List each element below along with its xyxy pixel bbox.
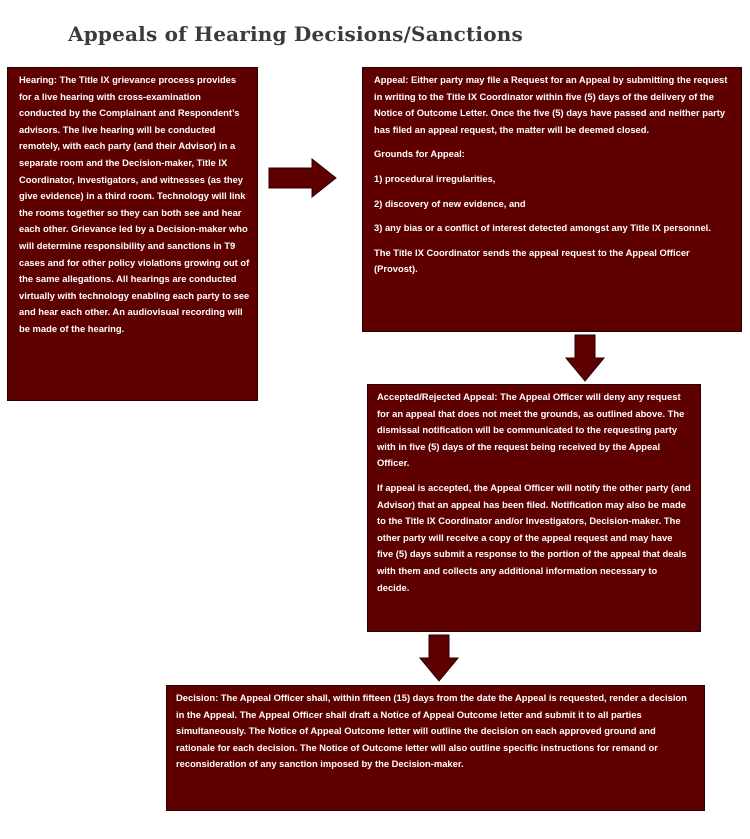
accepted-paragraph-2: If appeal is accepted, the Appeal Officer will notify the other party (and Advisor) that an appeal has been filed. Notification may also be made to the Title IX Coordinator and/or Investigators, Decision-maker. The other party will receive a copy of the appeal request and may have five (5) days submit a response to the portion of the appeal that deals with them and collects any additional information necessary to decide. bbox=[377, 481, 691, 593]
ground-item-1: 1) procedural irregularities, bbox=[374, 172, 496, 184]
accepted-paragraph bbox=[377, 389, 691, 472]
hearing-text: The Title IX grievance process provides for a live hearing with cross-examination conducted by the Complainant and Respondent’s advisors. The live hearing will be conducted remotely, with each party (and their Advisor) in a separate room and the Decision-maker, Title IX Coordinator, Investigators, and witnesses (as they give evidence) in a third room. Technology will link the rooms together so they can both see and hear each other. Grievance led by a Decision-maker who will determine responsibility and sanctions in T9 cases and for other policy violations growing out of the same allegations. All hearings are conducted virtually with technology enabling each party to see and hear each other. An audiovisual recording will be made of the hearing. bbox=[19, 74, 250, 334]
arrow-right-icon bbox=[268, 158, 338, 198]
appeal-label: Appeal: bbox=[374, 74, 409, 85]
decision-paragraph bbox=[176, 690, 695, 773]
arrow-down-icon bbox=[419, 634, 459, 682]
decision-label: Decision: bbox=[176, 692, 219, 703]
ground-item-3: 3) any bias or a conflict of interest detected amongst any Title IX personnel. bbox=[374, 222, 711, 234]
appeal-closing: The Title IX Coordinator sends the appeal request to the Appeal Officer (Provost). bbox=[374, 246, 690, 275]
accepted-rejected-box bbox=[367, 384, 701, 632]
hearing-paragraph bbox=[19, 72, 250, 338]
accepted-text: The Appeal Officer will deny any request for an appeal that does not meet the grounds, as outlined above. The dismissal notification will be communicated to the requesting party with in five (5) days of the request being received by the Appeal Officer. bbox=[377, 391, 685, 469]
appeal-text: Either party may file a Request for an Appeal by submitting the request in writing to the Title IX Coordinator within five (5) days of the delivery of the Notice of Outcome Letter. Once the five (5) days have passed and neither party has filed an appeal request, the matter will be deemed closed. bbox=[374, 74, 728, 135]
accepted-label: Accepted/Rejected Appeal: bbox=[377, 391, 498, 402]
appeal-paragraph bbox=[374, 72, 731, 138]
appeal-box bbox=[362, 67, 742, 332]
ground-item-2: 2) discovery of new evidence, and bbox=[374, 197, 526, 209]
arrow-right-shape bbox=[269, 159, 336, 197]
hearing-label: Hearing: bbox=[19, 74, 58, 85]
decision-box bbox=[166, 685, 705, 811]
page-title: Appeals of Hearing Decisions/Sanctions bbox=[68, 22, 523, 46]
arrow-down-icon bbox=[565, 334, 605, 382]
arrow-down-shape bbox=[566, 335, 604, 381]
decision-text: The Appeal Officer shall, within fifteen (15) days from the date the Appeal is requested, render a decision in the Appeal. The Appeal Officer shall draft a Notice of Appeal Outcome letter and submit it to all parties simultaneously. The Notice of Appeal Outcome letter will outline the decision on each approved ground and rationale for each decision. The Notice of Outcome letter will also outline specific instructions for remand or reconsideration of any sanction imposed by the Decision-maker. bbox=[176, 692, 687, 770]
grounds-heading: Grounds for Appeal: bbox=[374, 148, 465, 160]
arrow-down-shape bbox=[420, 635, 458, 681]
hearing-box bbox=[7, 67, 258, 401]
